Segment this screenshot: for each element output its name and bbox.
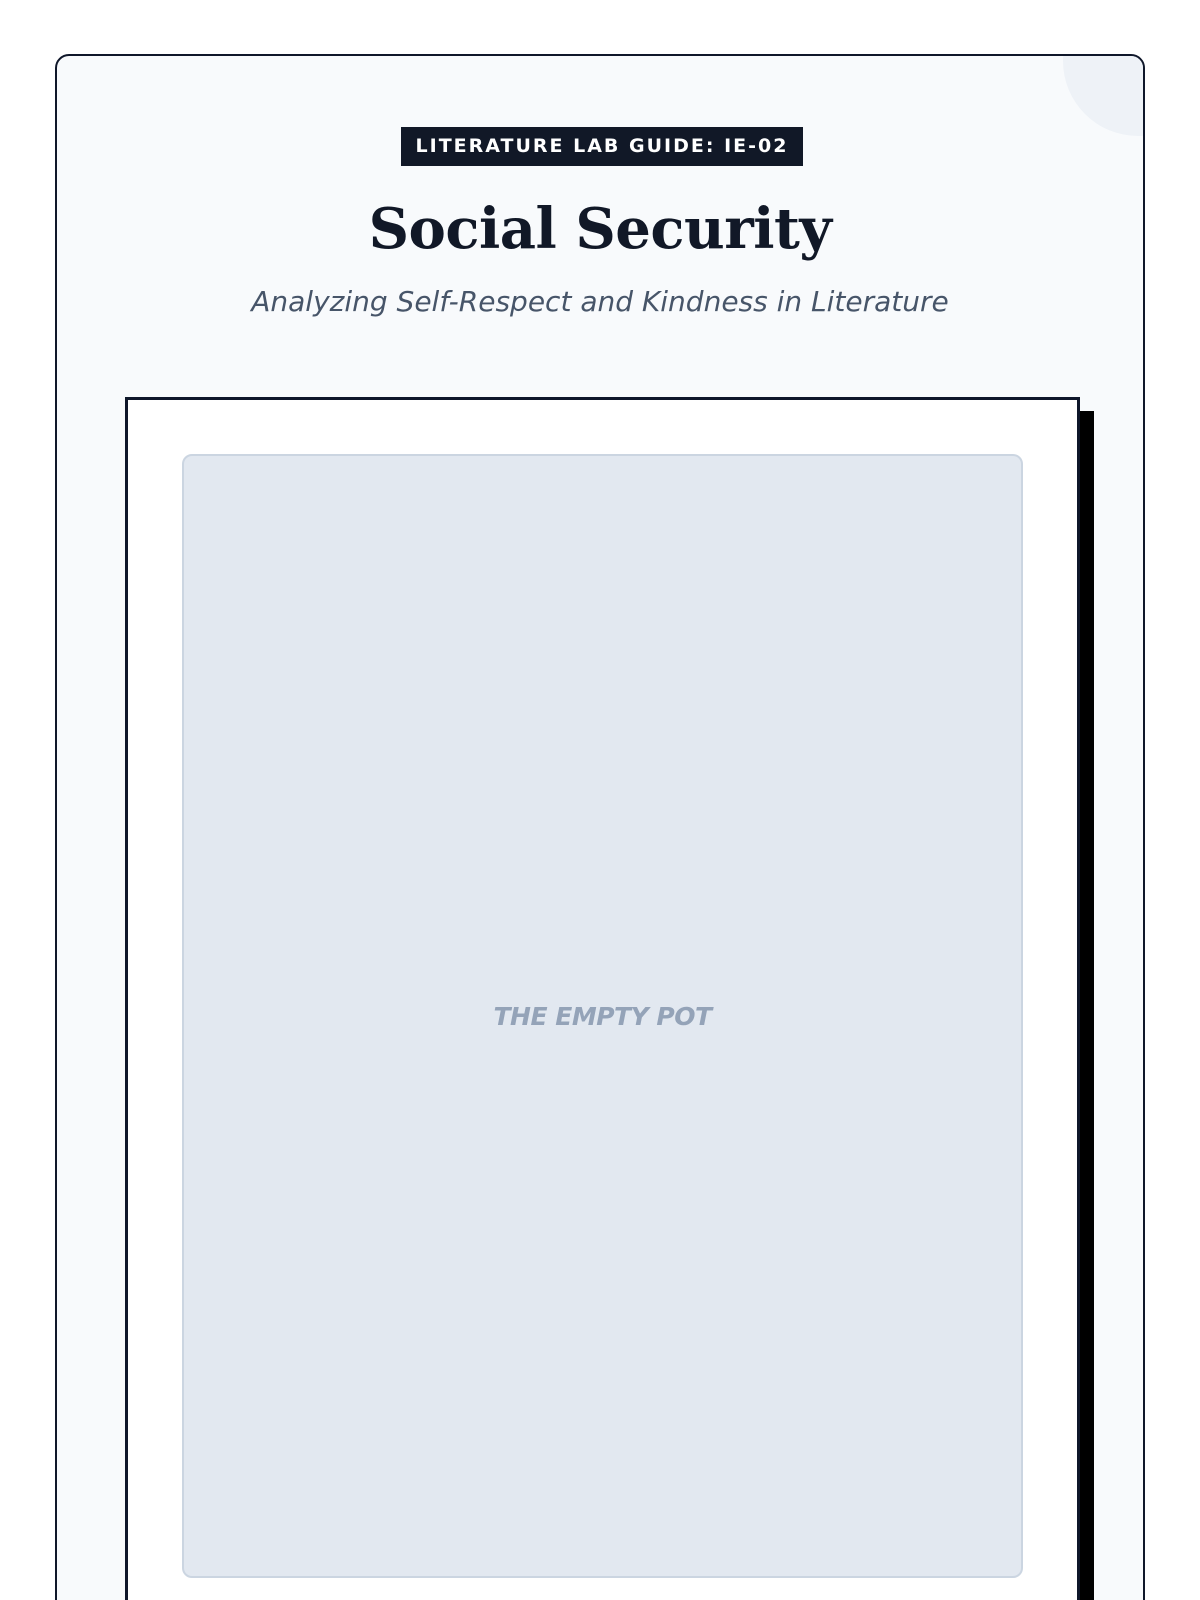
book-cover-placeholder	[182, 454, 1023, 1578]
guide-card	[55, 54, 1145, 1600]
corner-decoration	[1063, 54, 1145, 136]
page-subtitle: Analyzing Self-Respect and Kindness in Literature	[251, 285, 949, 318]
book-cover-frame	[125, 397, 1080, 1600]
book-cover-label: THE EMPTY POT	[493, 1001, 712, 1031]
page-title: Social Security	[368, 196, 832, 262]
guide-tag: LITERATURE LAB GUIDE: IE-02	[401, 127, 803, 166]
